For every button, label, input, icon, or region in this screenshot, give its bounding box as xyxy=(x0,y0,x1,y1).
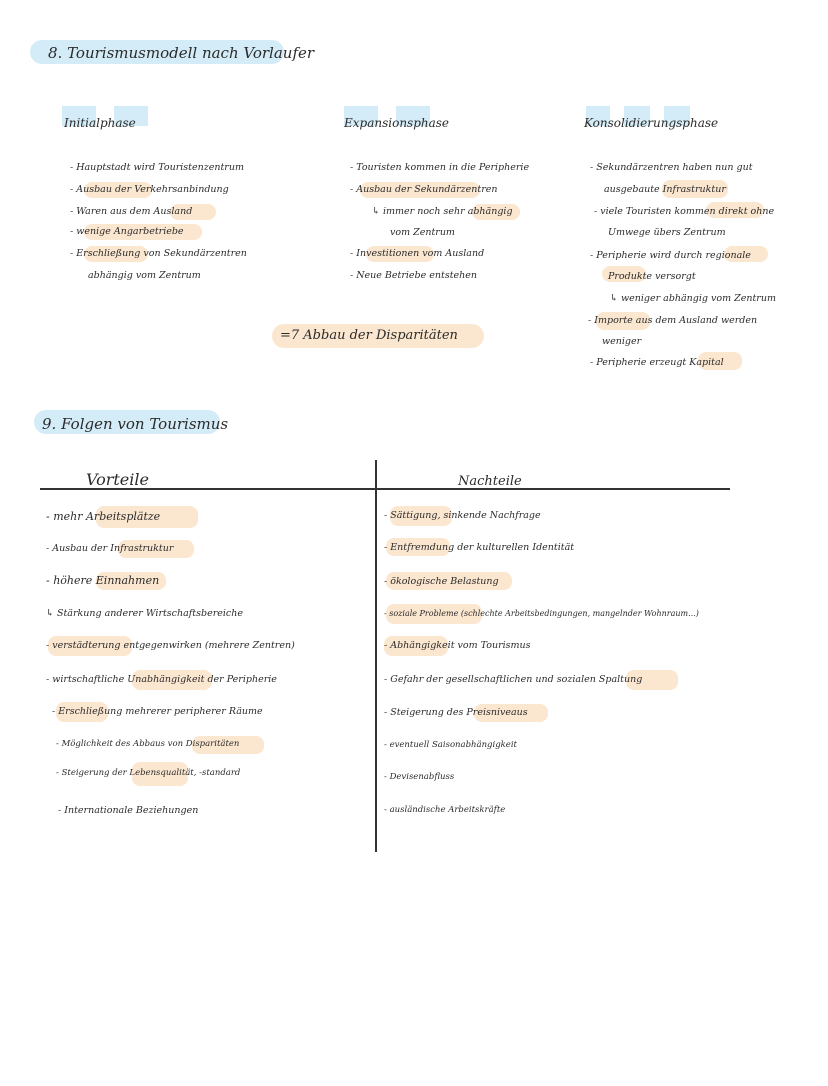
list-item: - Devisenabfluss xyxy=(384,772,455,782)
list-item: - Importe aus dem Ausland werden xyxy=(588,315,758,326)
conclusion: =7 Abbau der Disparitäten xyxy=(280,328,458,343)
list-item: - Investitionen vom Ausland xyxy=(350,248,485,259)
list-item: - Neue Betriebe entstehen xyxy=(350,270,478,281)
list-item: - Sekundärzentren haben nun gut xyxy=(590,162,753,173)
list-item: - eventuell Saisonabhängigkeit xyxy=(384,740,517,750)
section9-title: 9. Folgen von Tourismus xyxy=(42,415,229,433)
nachteile-heading: Nachteile xyxy=(458,474,522,489)
divider-vertical xyxy=(375,460,377,852)
list-item: - Peripherie wird durch regionale xyxy=(590,250,751,261)
list-item: - Gefahr der gesellschaftlichen und sozialen Spaltung xyxy=(384,674,643,685)
list-item: Umwege übers Zentrum xyxy=(608,227,726,238)
list-item: ausgebaute Infrastruktur xyxy=(604,184,726,195)
list-item: - wirtschaftliche Unabhängigkeit der Peripherie xyxy=(46,674,277,685)
list-item: - ökologische Belastung xyxy=(384,576,499,587)
list-item: - Internationale Beziehungen xyxy=(58,805,199,816)
list-item: - Erschließung von Sekundärzentren xyxy=(70,248,247,259)
list-item: - Steigerung des Preisniveaus xyxy=(384,707,528,718)
list-item: ↳ Stärkung anderer Wirtschaftsbereiche xyxy=(46,608,243,619)
list-item: - Möglichkeit des Abbaus von Disparitäten xyxy=(56,739,240,749)
vorteile-heading: Vorteile xyxy=(86,470,149,489)
list-item: - Waren aus dem Ausland xyxy=(70,206,193,217)
list-item: - ausländische Arbeitskräfte xyxy=(384,805,506,815)
list-item: - Abhängigkeit vom Tourismus xyxy=(384,640,531,651)
list-item: - viele Touristen kommen direkt ohne xyxy=(594,206,775,217)
list-item: - verstädterung entgegenwirken (mehrere Zentren) xyxy=(46,640,295,651)
list-item: - Erschließung mehrerer peripherer Räume xyxy=(52,706,263,717)
list-item: - wenige Angarbetriebe xyxy=(70,226,184,237)
list-item: - soziale Probleme (schlechte Arbeitsbedingungen, mangelnder Wohnraum...) xyxy=(384,609,699,618)
list-item: - Ausbau der Verkehrsanbindung xyxy=(70,184,229,195)
list-item: ↳ weniger abhängig vom Zentrum xyxy=(610,293,776,304)
list-item: - Ausbau der Infrastruktur xyxy=(46,543,174,554)
phase2-heading: Expansionsphase xyxy=(344,116,450,130)
list-item: - Touristen kommen in die Peripherie xyxy=(350,162,530,173)
list-item: - Peripherie erzeugt Kapital xyxy=(590,357,724,368)
list-item: vom Zentrum xyxy=(390,227,455,238)
list-item: ↳ immer noch sehr abhängig xyxy=(372,206,513,217)
list-item: Produkte versorgt xyxy=(608,271,696,282)
list-item: - Entfremdung der kulturellen Identität xyxy=(384,542,575,553)
list-item: - Steigerung der Lebensqualität, -standard xyxy=(56,768,241,778)
list-item: - mehr Arbeitsplätze xyxy=(46,510,161,523)
list-item: - Ausbau der Sekundärzentren xyxy=(350,184,498,195)
section8-title: 8. Tourismusmodell nach Vorlaufer xyxy=(48,44,315,62)
phase1-heading: Initialphase xyxy=(64,116,136,130)
list-item: weniger xyxy=(602,336,642,347)
list-item: abhängig vom Zentrum xyxy=(88,270,201,281)
list-item: - höhere Einnahmen xyxy=(46,574,160,587)
list-item: - Hauptstadt wird Touristenzentrum xyxy=(70,162,244,173)
list-item: - Sättigung, sinkende Nachfrage xyxy=(384,510,541,521)
phase3-heading: Konsolidierungsphase xyxy=(584,116,719,130)
